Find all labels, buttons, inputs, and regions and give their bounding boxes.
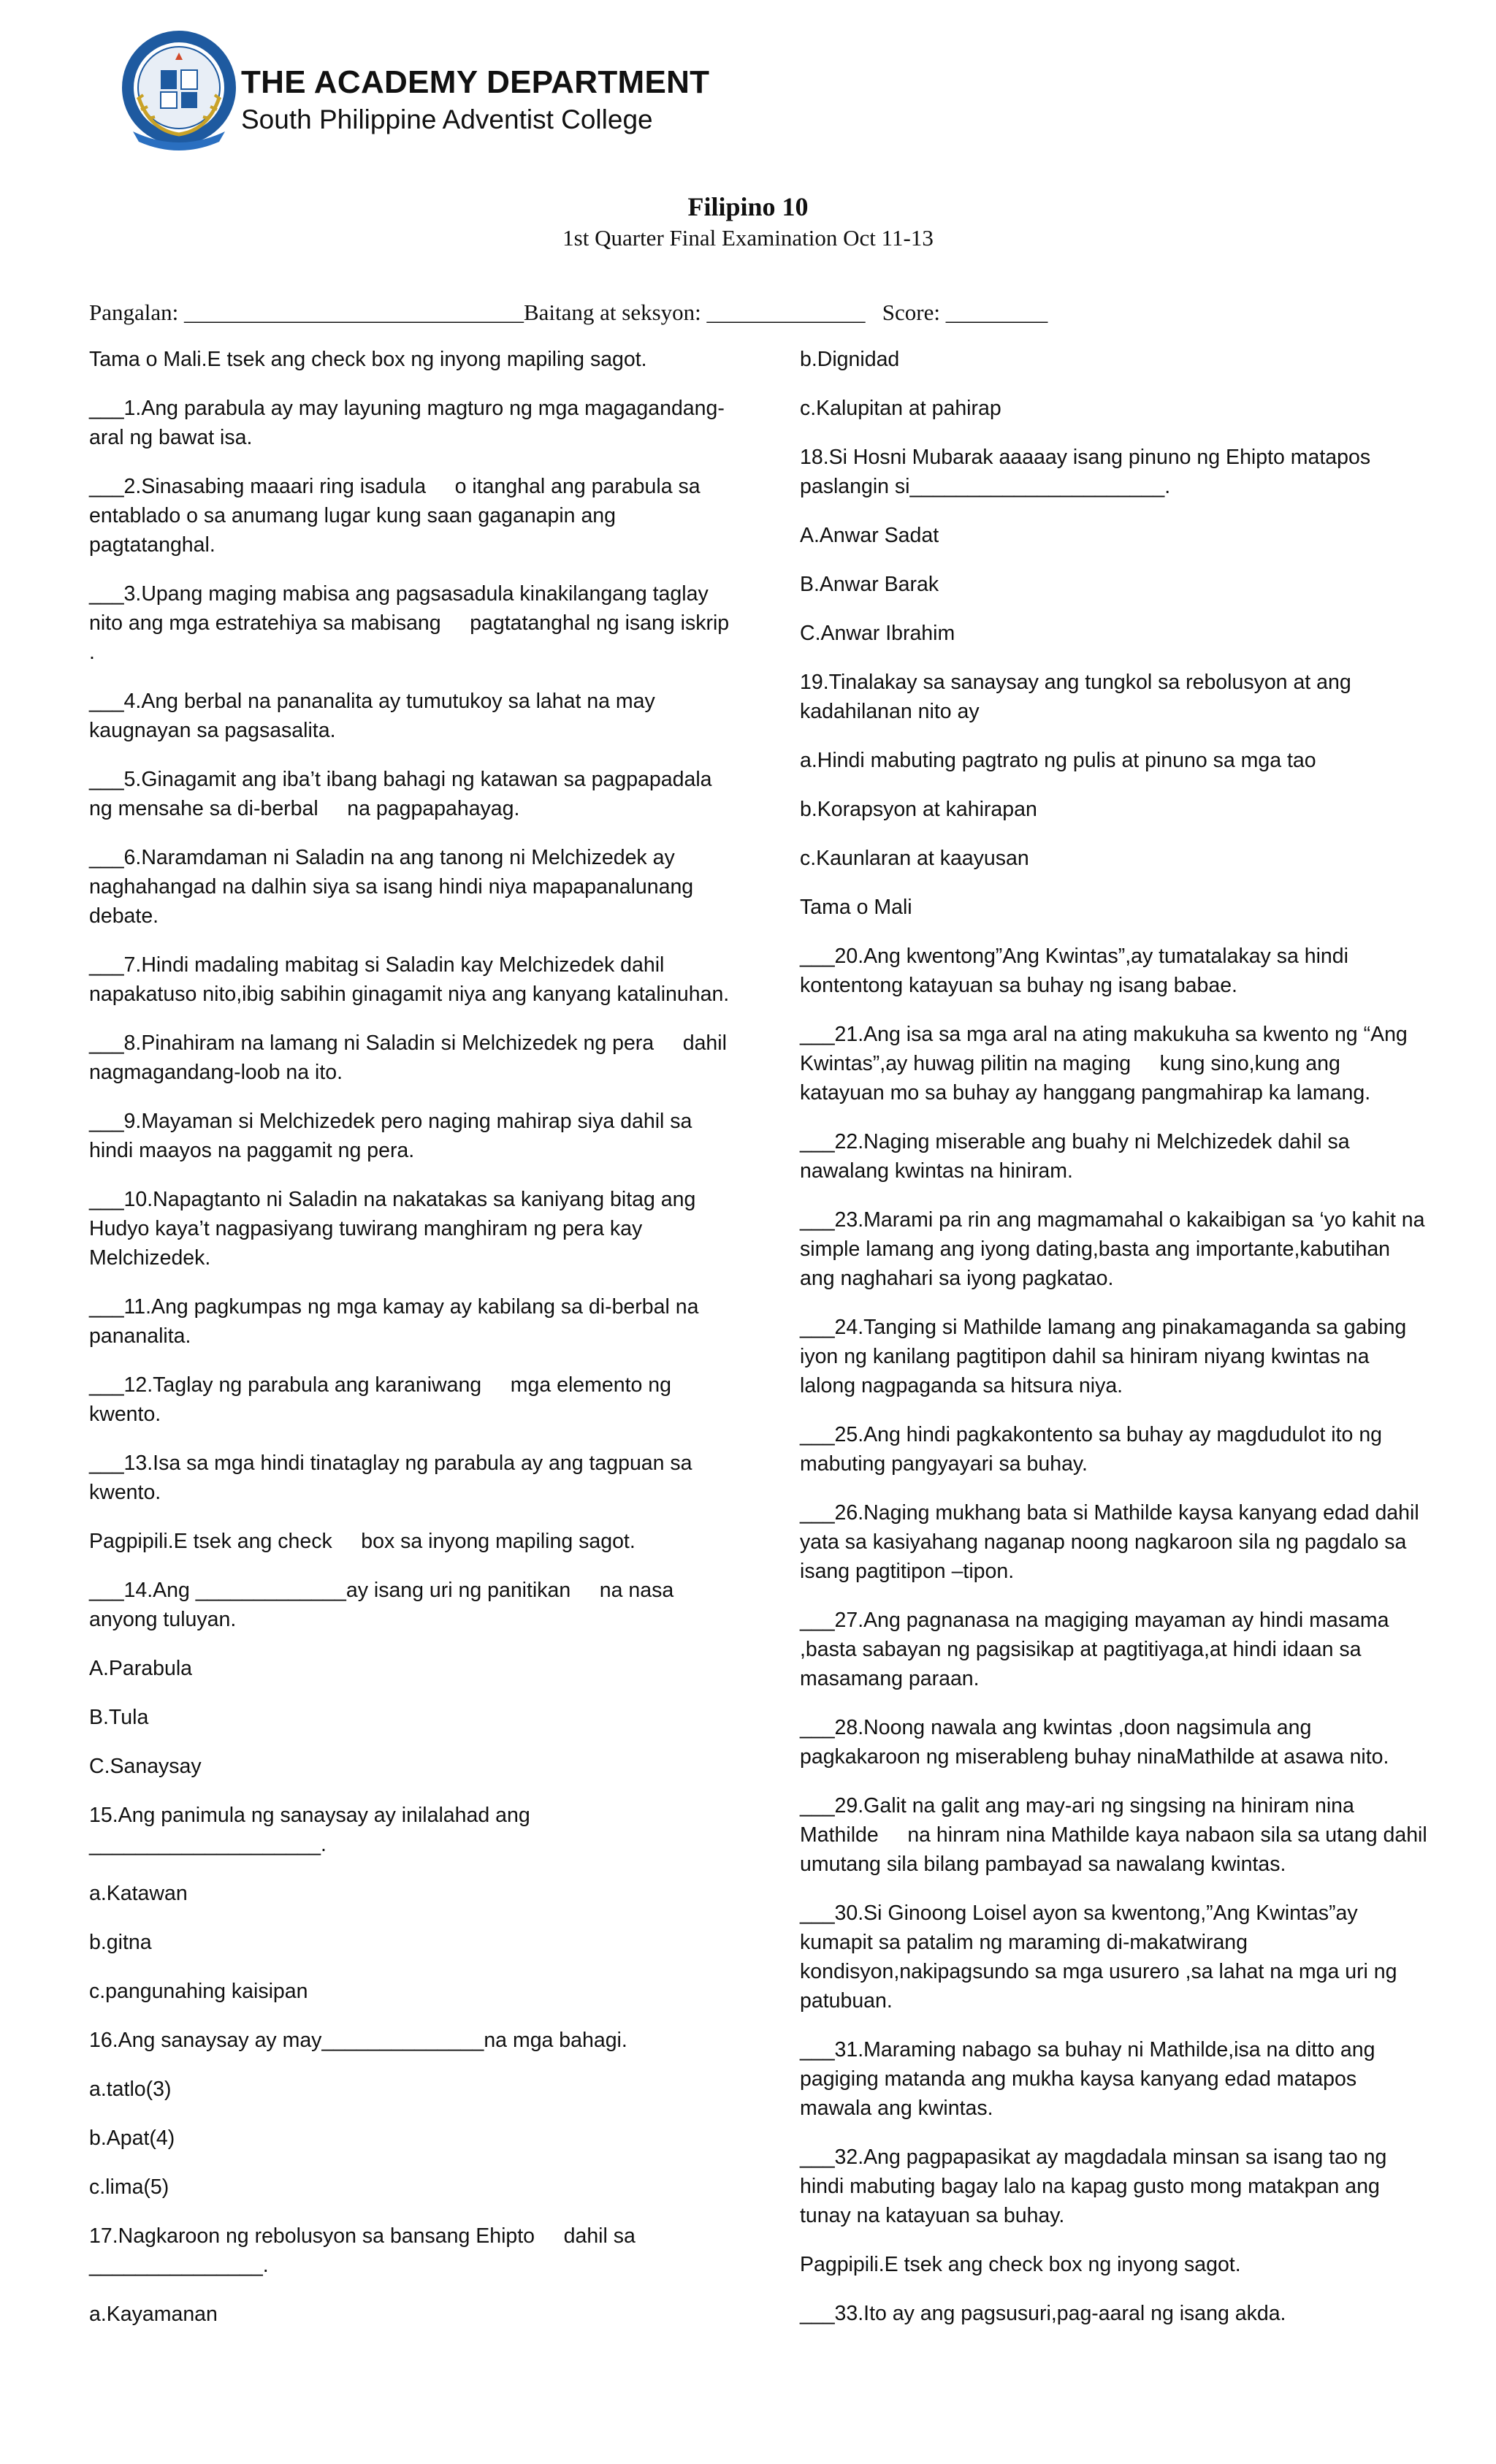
left-item: c.pangunahing kaisipan [89,1980,308,2003]
right-item: A.Anwar Sadat [800,524,939,547]
right-item: C.Anwar Ibrahim [800,622,955,645]
left-item: ___4.Ang berbal na pananalita ay tumutukoy sa lahat na may kaugnayan sa pagsasalita. [89,690,661,742]
left-item: ___14.Ang _____________ay isang uri ng panitikan na nasa anyong tuluyan. [89,1579,680,1631]
right-item: Tama o Mali [800,896,912,919]
left-item: ___2.Sinasabing maaari ring isadula o itanghal ang parabula sa entablado o sa anumang lugar kung saan gaganapin ang pagtatanghal. [89,475,706,557]
left-item: 17.Nagkaroon ng rebolusyon sa bansang Ehipto dahil sa _______________. [89,2224,641,2277]
org-name: THE ACADEMY DEPARTMENT [241,64,710,100]
right-item: ___31.Maraming nabago sa buhay ni Mathilde,isa na ditto ang pagiging matanda ang mukha kaysa kanyang edad matapos mawala ang kwintas. [800,2038,1381,2120]
right-column [800,345,1433,2348]
right-item: ___24.Tanging si Mathilde lamang ang pinakamaganda sa gabing iyon ng kanilang pagtitipon dahil sa hiniram niyang kwintas na lalong nagpaganda sa hitsura niya. [800,1316,1413,1397]
right-item: ___22.Naging miserable ang buahy ni Melchizedek dahil sa nawalang kwintas na hiniram. [800,1130,1356,1183]
left-item: ___12.Taglay ng parabula ang karaniwang mga elemento ng kwento. [89,1373,677,1426]
name-field[interactable]: Pangalan: ______________________________ [89,300,524,325]
right-item: c.Kalupitan at pahirap [800,397,1001,420]
left-item: b.gitna [89,1931,152,1954]
right-item: c.Kaunlaran at kaayusan [800,847,1029,870]
right-item: ___30.Si Ginoong Loisel ayon sa kwentong,”Ang Kwintas”ay kumapit sa patalim ng maraming di-makatwirang kondisyon,nakipagsundo sa mga usurero ,sa lahat na mga uri ng patubuan. [800,1902,1403,2013]
score-field[interactable]: Score: _________ [882,300,1048,325]
left-item: a.tatlo(3) [89,2078,172,2101]
left-item: 16.Ang sanaysay ay may______________na mga bahagi. [89,2029,627,2052]
left-item: ___3.Upang maging mabisa ang pagsasadula kinakilangang taglay nito ang mga estratehiya sa mabisang pagtatanghal ng isang iskrip . [89,582,736,664]
right-item: B.Anwar Barak [800,573,939,596]
right-item: ___29.Galit na galit ang may-ari ng singsing na hiniram nina Mathilde na hinram nina Mathilde kaya nabaon sila sa utang dahil umutang sila bilang pambayad sa nawalang kwintas. [800,1794,1433,1876]
left-item: 15.Ang panimula ng sanaysay ay inilalahad ang ____________________. [89,1804,536,1856]
left-item: a.Katawan [89,1882,188,1905]
school-seal-logo-icon [117,28,241,152]
right-item: ___26.Naging mukhang bata si Mathilde kaysa kanyang edad dahil yata sa kasiyahang naganap noong nagkaroon sila ng pagdalo sa isang pagtitipon –tipon. [800,1501,1425,1583]
right-item: 19.Tinalakay sa sanaysay ang tungkol sa rebolusyon at ang kadahilanan nito ay [800,671,1357,723]
left-item: ___11.Ang pagkumpas ng mga kamay ay kabilang sa di-berbal na pananalita. [89,1295,705,1348]
right-item: a.Hindi mabuting pagtrato ng pulis at pinuno sa mga tao [800,749,1316,772]
left-item: ___9.Mayaman si Melchizedek pero naging mahirap siya dahil sa hindi maayos na paggamit ng pera. [89,1110,698,1162]
left-item: ___1.Ang parabula ay may layuning magturo ng mga magagandang-aral ng bawat isa. [89,397,725,449]
right-item: ___32.Ang pagpapasikat ay magdadala minsan sa isang tao ng hindi mabuting bagay lalo na kapag gusto mong matakpan ang tunay na katayuan sa buhay. [800,2145,1393,2227]
exam-title: Filipino 10 [687,192,809,221]
right-item: ___25.Ang hindi pagkakontento sa buhay ay magdudulot ito ng mabuting pangyayari sa buhay. [800,1423,1388,1476]
left-item: A.Parabula [89,1657,193,1680]
right-item: ___21.Ang isa sa mga aral na ating makukuha sa kwento ng “Ang Kwintas”,ay huwag pilitin na maging kung sino,kung ang katayuan mo sa buhay ay hanggang pangmahirap ka lamang. [800,1023,1413,1105]
right-item: b.Korapsyon at kahirapan [800,798,1037,821]
left-column [89,345,736,2349]
right-item: Pagpipili.E tsek ang check box ng inyong sagot. [800,2253,1241,2276]
student-info-line [89,300,1047,326]
left-item: ___5.Ginagamit ang iba’t ibang bahagi ng katawan sa pagpapadala ng mensahe sa di-berbal na pagpapahayag. [89,768,718,820]
right-item: 18.Si Hosni Mubarak aaaaay isang pinuno ng Ehipto matapos paslangin si______________________. [800,446,1377,498]
left-item: C.Sanaysay [89,1755,202,1778]
school-name: South Philippine Adventist College [241,104,653,134]
right-item: ___23.Marami pa rin ang magmamahal o kakaibigan sa ‘yo kahit na simple lamang ang iyong dating,basta ang importante,kabutihan ang naghahari sa iyong pagkatao. [800,1208,1431,1290]
right-item: b.Dignidad [800,348,900,371]
left-item: ___10.Napagtanto ni Saladin na nakatakas sa kaniyang bitag ang Hudyo kaya’t nagpasiyang tuwirang manghiram ng pera kay Melchizedek. [89,1188,702,1270]
section-field[interactable]: Baitang at seksyon: ______________ [524,300,866,325]
right-item: ___27.Ang pagnanasa na magiging mayaman ay hindi masama ,basta sabayan ng pagsisikap at pagtitiyaga,at hindi idaan sa masamang paraan. [800,1609,1395,1690]
left-item: B.Tula [89,1706,149,1729]
left-item: ___13.Isa sa mga hindi tinataglay ng parabula ay ang tagpuan sa kwento. [89,1452,698,1504]
right-item: ___33.Ito ay ang pagsusuri,pag-aaral ng isang akda. [800,2302,1286,2325]
left-item: b.Apat(4) [89,2127,175,2150]
left-item: ___7.Hindi madaling mabitag si Saladin kay Melchizedek dahil napakatuso nito,ibig sabihin ginagamit niya ang kanyang katalinuhan. [89,953,730,1006]
left-item: Tama o Mali.E tsek ang check box ng inyong mapiling sagot. [89,348,647,371]
left-item: a.Kayamanan [89,2303,218,2326]
left-item: Pagpipili.E tsek ang check box sa inyong mapiling sagot. [89,1530,636,1553]
left-item: c.lima(5) [89,2175,169,2199]
left-item: ___6.Naramdaman ni Saladin na ang tanong ni Melchizedek ay naghahangad na dalhin siya sa isang hindi niya mapapanalunang debate. [89,846,700,928]
left-item: ___8.Pinahiram na lamang ni Saladin si Melchizedek ng pera dahil nagmagandang-loob na ito. [89,1031,733,1084]
right-item: ___28.Noong nawala ang kwintas ,doon nagsimula ang pagkakaroon ng miserableng buhay ninaMathilde at asawa nito. [800,1716,1389,1769]
right-item: ___20.Ang kwentong”Ang Kwintas”,ay tumatalakay sa hindi kontentong katayuan sa buhay ng isang babae. [800,945,1354,997]
exam-subtitle: 1st Quarter Final Examination Oct 11-13 [562,225,934,251]
